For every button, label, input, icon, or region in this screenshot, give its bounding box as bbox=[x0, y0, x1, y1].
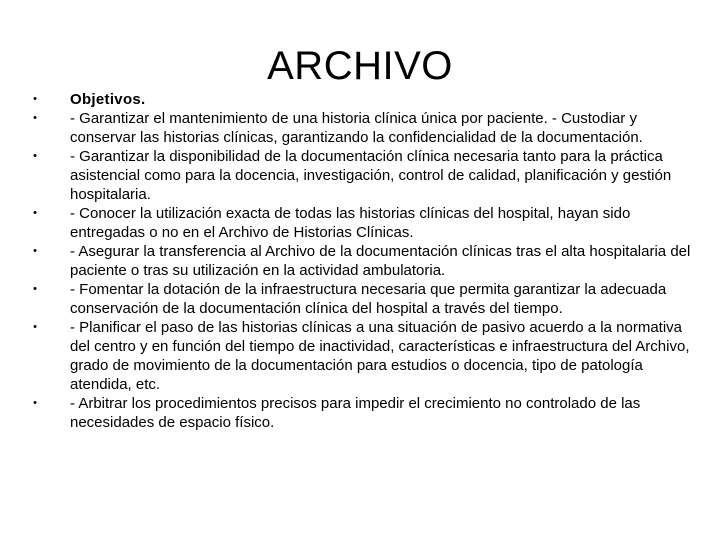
list-item bbox=[30, 394, 702, 432]
list-item bbox=[30, 242, 702, 280]
list-item bbox=[30, 280, 702, 318]
bullet-list bbox=[30, 90, 702, 432]
objective-text: - Asegurar la transferencia al Archivo de la documentación clínicas tras el alta hospitalaria del paciente o tras su utilización en la actividad ambulatoria. bbox=[70, 243, 691, 279]
bullet-icon: • bbox=[33, 245, 37, 257]
list-item bbox=[30, 147, 702, 204]
list-item bbox=[30, 109, 702, 147]
objective-text: - Fomentar la dotación de la infraestructura necesaria que permita garantizar la adecuada conservación de la documentación clínica del hospital a través del tiempo. bbox=[70, 281, 667, 317]
bullet-icon: • bbox=[33, 150, 37, 162]
objectives-heading: Objetivos. bbox=[70, 91, 146, 108]
bullet-icon: • bbox=[33, 283, 37, 295]
bullet-icon: • bbox=[33, 397, 37, 409]
objective-text: - Garantizar el mantenimiento de una historia clínica única por paciente. - Custodiar y conservar las historias clínicas, garantizando la confidencialidad de la documentación. bbox=[70, 110, 643, 146]
bullet-icon: • bbox=[33, 93, 37, 105]
objective-text: - Garantizar la disponibilidad de la documentación clínica necesaria tanto para la práctica asistencial como para la docencia, investigación, control de calidad, planificación y gestión hospitalaria. bbox=[70, 148, 672, 203]
bullet-icon: • bbox=[33, 321, 37, 333]
objective-text: - Arbitrar los procedimientos precisos para impedir el crecimiento no controlado de las necesidades de espacio físico. bbox=[70, 395, 641, 431]
bullet-icon: • bbox=[33, 207, 37, 219]
list-item bbox=[30, 90, 702, 109]
bullet-icon: • bbox=[33, 112, 37, 124]
slide-title: ARCHIVO bbox=[267, 44, 453, 88]
objective-text: - Conocer la utilización exacta de todas las historias clínicas del hospital, hayan sido entregadas o no en el Archivo de Historias Clínicas. bbox=[70, 205, 631, 241]
list-item bbox=[30, 204, 702, 242]
list-item bbox=[30, 318, 702, 394]
objective-text: - Planificar el paso de las historias clínicas a una situación de pasivo acuerdo a la normativa del centro y en función del tiempo de inactividad, características e infraestructura del Archivo, grado de movimiento de la documentación para estudios o docencia, tipo de patología atendida, etc. bbox=[70, 319, 690, 393]
